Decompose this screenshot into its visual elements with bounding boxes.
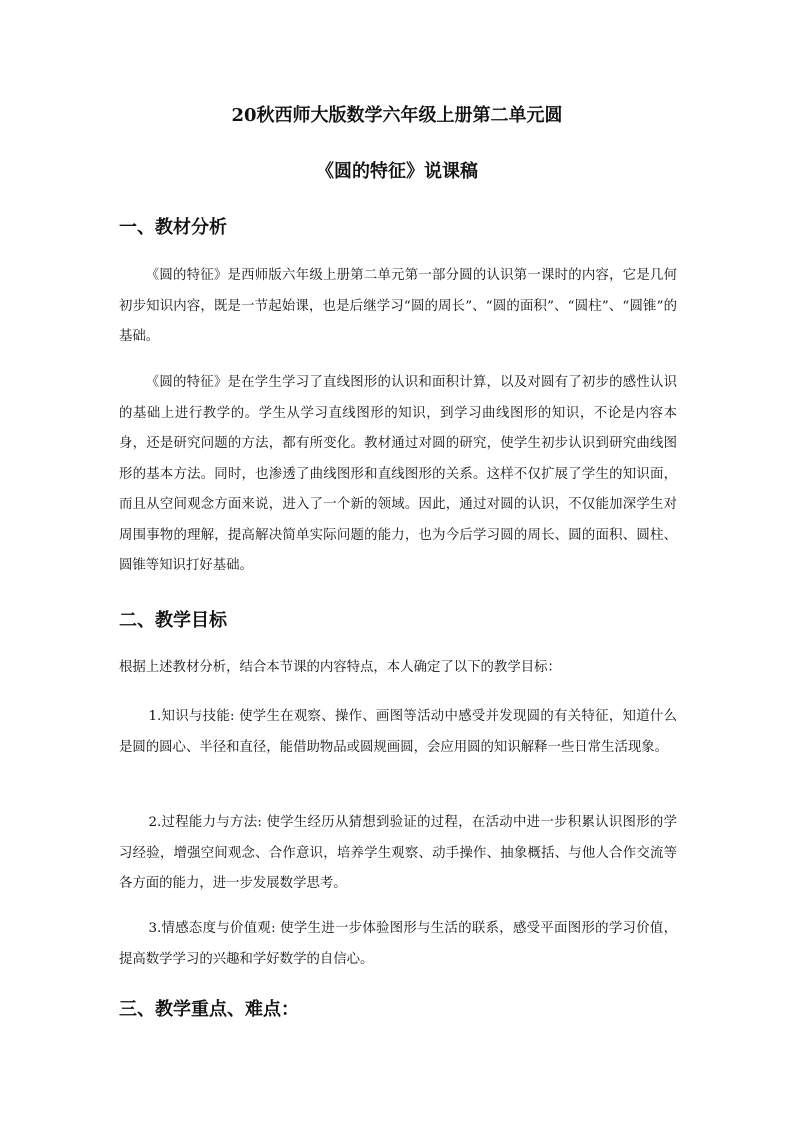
goal-item: 1.知识与技能: 使学生在观察、操作、画图等活动中感受并发现圆的有关特征，知道什么是圆的圆心、半径和直径，能借助物品或圆规画圆，会应用圆的知识解释一些日常生活现象。 bbox=[119, 709, 677, 755]
paragraph-intro: 根据上述教材分析，结合本节课的内容特点，本人确定了以下的教学目标： bbox=[119, 660, 561, 675]
goal-item: 3.情感态度与价值观: 使学生进一步体验图形与生活的联系，感受平面图形的学习价值，提高数学学习的兴趣和学好数学的自信心。 bbox=[119, 921, 677, 967]
paragraph: 《圆的特征》是在学生学习了直线图形的认识和面积计算，以及对圆有了初步的感性认识的基础上进行教学的。学生从学习直线图形的知识，到学习曲线图形的知识，不论是内容本身，还是研究问题的方法，都有所变化。教材通过对圆的研究，使学生初步认识到研究曲线图形的基本方法。同时，也渗透了曲线图形和直线图形的关系。这样不仅扩展了学生的知识面，而且从空间观念方面来说，进入了一个新的领域。因此，通过对圆的认识，不仅能加深学生对周围事物的理解，提高解决简单实际问题的能力，也为今后学习圆的周长、圆的面积、圆柱、圆锥等知识打好基础。 bbox=[119, 375, 677, 573]
document-subtitle: 《圆的特征》说课稿 bbox=[316, 161, 478, 182]
section-heading-textbook-analysis: 一、教材分析 bbox=[119, 217, 227, 238]
section-heading-teaching-goals: 二、教学目标 bbox=[119, 610, 227, 631]
section-heading-key-points: 三、教学重点、难点： bbox=[119, 999, 299, 1020]
document-title: 20秋西师大版数学六年级上册第二单元圆 bbox=[231, 105, 563, 126]
paragraph: 《圆的特征》是西师版六年级上册第二单元第一部分圆的认识第一课时的内容，它是几何初步知识内容，既是一节起始课，也是后继学习“圆的周长”、“圆的面积”、“圆柱”、“圆锥”的基础。 bbox=[119, 268, 677, 344]
goal-item: 2.过程能力与方法: 使学生经历从猜想到验证的过程，在活动中进一步积累认识图形的学习经验，增强空间观念、合作意识，培养学生观察、动手操作、抽象概括、与他人合作交流等各方面的能力，进一步发展数学思考。 bbox=[119, 815, 677, 891]
